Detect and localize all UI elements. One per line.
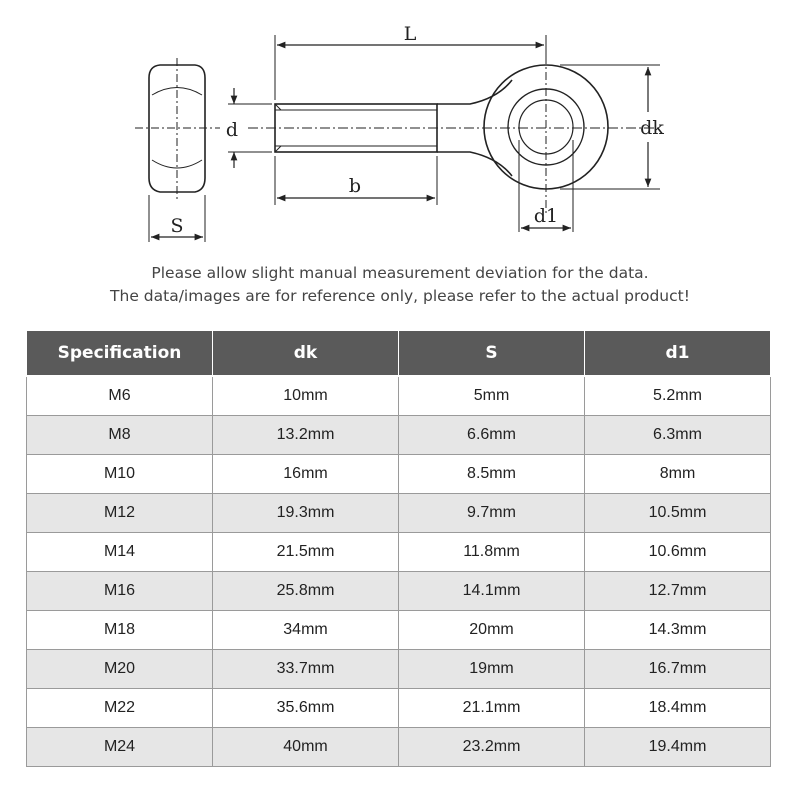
cell-s: 23.2mm xyxy=(399,728,585,767)
cell-dk: 13.2mm xyxy=(213,416,399,455)
table-row xyxy=(27,650,771,689)
cell-dk: 16mm xyxy=(213,455,399,494)
cell-dk: 33.7mm xyxy=(213,650,399,689)
cell-d1: 10.5mm xyxy=(585,494,771,533)
cell-s: 8.5mm xyxy=(399,455,585,494)
cell-specification: M6 xyxy=(27,376,213,416)
table-row xyxy=(27,728,771,767)
cell-s: 5mm xyxy=(399,376,585,416)
cell-d1: 12.7mm xyxy=(585,572,771,611)
cell-specification: M20 xyxy=(27,650,213,689)
cell-specification: M14 xyxy=(27,533,213,572)
dimension-label-d1: d1 xyxy=(533,205,559,227)
cell-dk: 25.8mm xyxy=(213,572,399,611)
cell-d1: 6.3mm xyxy=(585,416,771,455)
cell-s: 21.1mm xyxy=(399,689,585,728)
disclaimer-line-1: Please allow slight manual measurement deviation for the data. xyxy=(151,264,649,282)
cell-specification: M24 xyxy=(27,728,213,767)
cell-d1: 19.4mm xyxy=(585,728,771,767)
cell-dk: 40mm xyxy=(213,728,399,767)
cell-dk: 21.5mm xyxy=(213,533,399,572)
table-row xyxy=(27,533,771,572)
table-row xyxy=(27,455,771,494)
table-row xyxy=(27,494,771,533)
cell-specification: M12 xyxy=(27,494,213,533)
eye-bolt-technical-drawing xyxy=(0,0,800,250)
cell-dk: 10mm xyxy=(213,376,399,416)
dimension-label-d: d xyxy=(225,119,239,141)
column-header-s: S xyxy=(399,331,585,377)
cell-dk: 19.3mm xyxy=(213,494,399,533)
column-header-d1: d1 xyxy=(585,331,771,377)
dimension-label-dk: dk xyxy=(640,117,664,139)
cell-d1: 18.4mm xyxy=(585,689,771,728)
column-header-dk: dk xyxy=(213,331,399,377)
dimension-label-l: L xyxy=(403,23,417,45)
dimension-label-s: S xyxy=(170,215,184,237)
table-row xyxy=(27,416,771,455)
cell-dk: 34mm xyxy=(213,611,399,650)
cell-d1: 10.6mm xyxy=(585,533,771,572)
cell-specification: M8 xyxy=(27,416,213,455)
cell-s: 19mm xyxy=(399,650,585,689)
table-row xyxy=(27,689,771,728)
column-header-specification: Specification xyxy=(27,331,213,377)
disclaimer-line-2: The data/images are for reference only, please refer to the actual product! xyxy=(110,287,690,305)
disclaimer-notice xyxy=(0,262,800,308)
cell-d1: 5.2mm xyxy=(585,376,771,416)
table-row xyxy=(27,572,771,611)
table-header-row xyxy=(27,331,771,377)
cell-specification: M18 xyxy=(27,611,213,650)
cell-s: 6.6mm xyxy=(399,416,585,455)
table-row xyxy=(27,611,771,650)
cell-specification: M10 xyxy=(27,455,213,494)
cell-d1: 8mm xyxy=(585,455,771,494)
dimension-label-b: b xyxy=(348,175,362,197)
cell-s: 9.7mm xyxy=(399,494,585,533)
cell-d1: 16.7mm xyxy=(585,650,771,689)
cell-s: 14.1mm xyxy=(399,572,585,611)
table-row xyxy=(27,376,771,416)
cell-specification: M22 xyxy=(27,689,213,728)
cell-s: 11.8mm xyxy=(399,533,585,572)
specification-table xyxy=(26,330,771,767)
cell-specification: M16 xyxy=(27,572,213,611)
cell-d1: 14.3mm xyxy=(585,611,771,650)
cell-dk: 35.6mm xyxy=(213,689,399,728)
cell-s: 20mm xyxy=(399,611,585,650)
